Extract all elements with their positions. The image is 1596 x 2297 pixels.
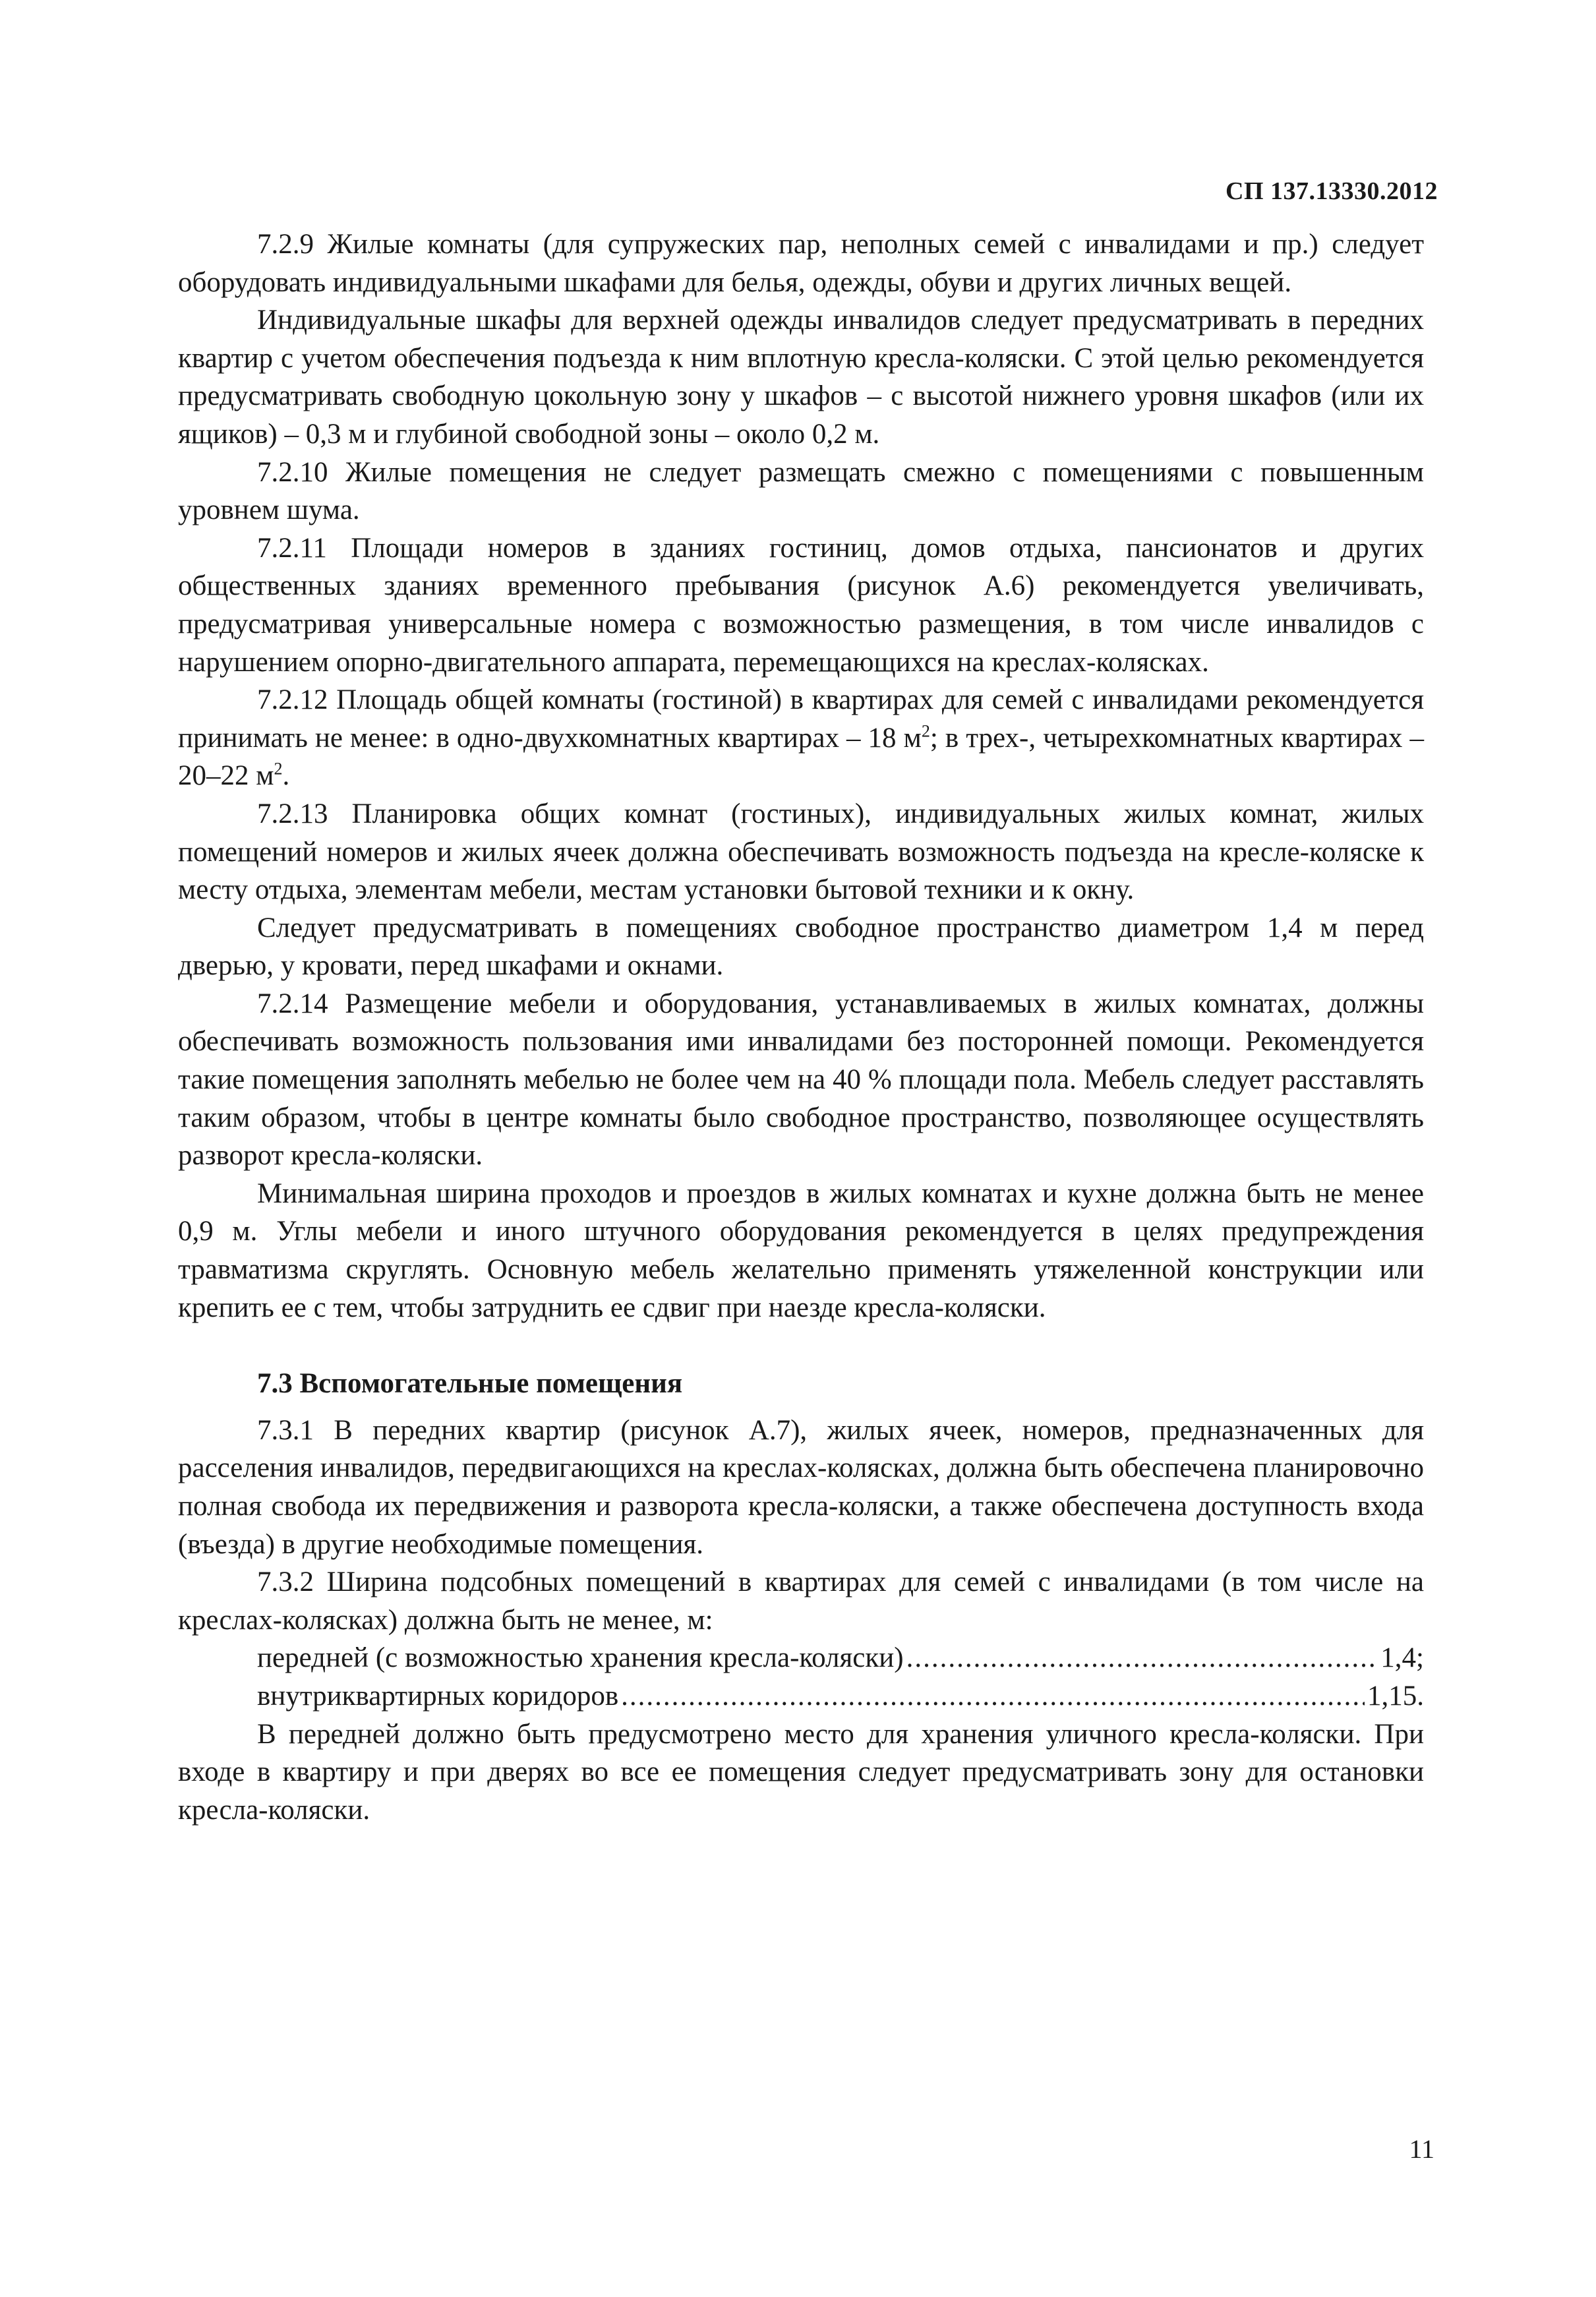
width-list-value: 1,4; — [1380, 1642, 1424, 1674]
width-list-label: передней (с возможностью хранения кресла-коляски) — [257, 1642, 904, 1674]
paragraph-storage: В передней должно быть предусмотрено место для хранения уличного кресла-коляски. При входе в квартиру и при дверях во все ее помещения следует предусматривать зону для остановки кресла-коляски. — [178, 1718, 1424, 1826]
paragraph-7-3-2: 7.3.2 Ширина подсобных помещений в квартирах для семей с инвалидами (в том числе на креслах-колясках) должна быть не менее, м: — [178, 1566, 1424, 1636]
section-heading-7-3: 7.3 Вспомогательные помещения — [257, 1368, 683, 1400]
document-code: СП 137.13330.2012 — [1226, 177, 1438, 205]
superscript-square: 2 — [921, 721, 930, 741]
page-number: 11 — [1409, 2134, 1434, 2164]
paragraph-7-2-13: 7.2.13 Планировка общих комнат (гостиных), индивидуальных жилых комнат, жилых помещений номеров и жилых ячеек должна обеспечивать возможность подъезда на кресле-коляске к месту отдыха, элементам мебели, местам установки бытовой техники и к окну. — [178, 798, 1424, 906]
superscript-square: 2 — [274, 759, 283, 779]
paragraph-passage-width: Минимальная ширина проходов и проездов в жилых комнатах и кухне должна быть не менее 0,9 м. Углы мебели и иного штучного оборудования рекомендуется в целях предупреждения травматизма скруглять. Основную мебель желательно применять утяжеленной конструкции или крепить ее с тем, чтобы затруднить ее сдвиг при наезде кресла-коляски. — [178, 1178, 1424, 1323]
paragraph-7-2-10: 7.2.10 Жилые помещения не следует размещать смежно с помещениями с повышенным уровнем шума. — [178, 456, 1424, 526]
paragraph-free-space: Следует предусматривать в помещениях свободное пространство диаметром 1,4 м перед дверью, у кровати, перед шкафами и окнами. — [178, 912, 1424, 982]
paragraph-7-2-9: 7.2.9 Жилые комнаты (для супружеских пар, неполных семей с инвалидами и пр.) следует оборудовать индивидуальными шкафами для белья, одежды, обуви и других личных вещей. — [178, 229, 1424, 298]
paragraph-7-2-12-part-a: 7.2.12 Площадь общей комнаты (гостиной) в квартирах для семей с инвалидами рекомендуется принимать не менее: в одно-двухкомнатных квартирах – 18 м — [178, 684, 1424, 754]
paragraph-7-3-1: 7.3.1 В передних квартир (рисунок А.7), жилых ячеек, номеров, предназначенных для расселения инвалидов, передвигающихся на креслах-колясках, должна быть обеспечена планировочно полная свобода их передвижения и разворота кресла-коляски, а также обеспечена доступность входа (въезда) в другие необходимые помещения. — [178, 1414, 1424, 1560]
paragraph-7-2-12-part-c: . — [282, 760, 290, 792]
paragraph-7-2-12-part-b: ; в трех-, четырехкомнатных квартирах – 20–22 м — [178, 722, 1424, 792]
dot-leader — [621, 1677, 1365, 1715]
paragraph-wardrobes: Индивидуальные шкафы для верхней одежды инвалидов следует предусматривать в передних квартир с учетом обеспечения подъезда к ним вплотную кресла-коляски. С этой целью рекомендуется предусматривать свободную цокольную зону у шкафов – с высотой нижнего уровня шкафов (или их ящиков) – 0,3 м и глубиной свободной зоны – около 0,2 м. — [178, 305, 1424, 450]
paragraph-7-2-12 — [178, 681, 1424, 795]
width-list-item — [178, 1677, 1424, 1715]
dot-leader — [906, 1639, 1378, 1677]
document-body — [178, 225, 1424, 1829]
paragraph-7-2-11: 7.2.11 Площади номеров в зданиях гостиниц, домов отдыха, пансионатов и других общественных зданиях временного пребывания (рисунок А.6) рекомендуется увеличивать, предусматривая универсальные номера с возможностью размещения, в том числе инвалидов с нарушением опорно-двигательного аппарата, перемещающихся на креслах-колясках. — [178, 532, 1424, 678]
width-list-item — [178, 1639, 1424, 1677]
width-list-label: внутриквартирных коридоров — [257, 1680, 619, 1712]
paragraph-7-2-14: 7.2.14 Размещение мебели и оборудования, устанавливаемых в жилых комнатах, должны обеспечивать возможность пользования ими инвалидами без посторонней помощи. Рекомендуется такие помещения заполнять мебелью не более чем на 40 % площади пола. Мебель следует расставлять таким образом, чтобы в центре комнаты было свободное пространство, позволяющее осуществлять разворот кресла-коляски. — [178, 988, 1424, 1172]
width-list-value: 1,15. — [1367, 1680, 1424, 1712]
